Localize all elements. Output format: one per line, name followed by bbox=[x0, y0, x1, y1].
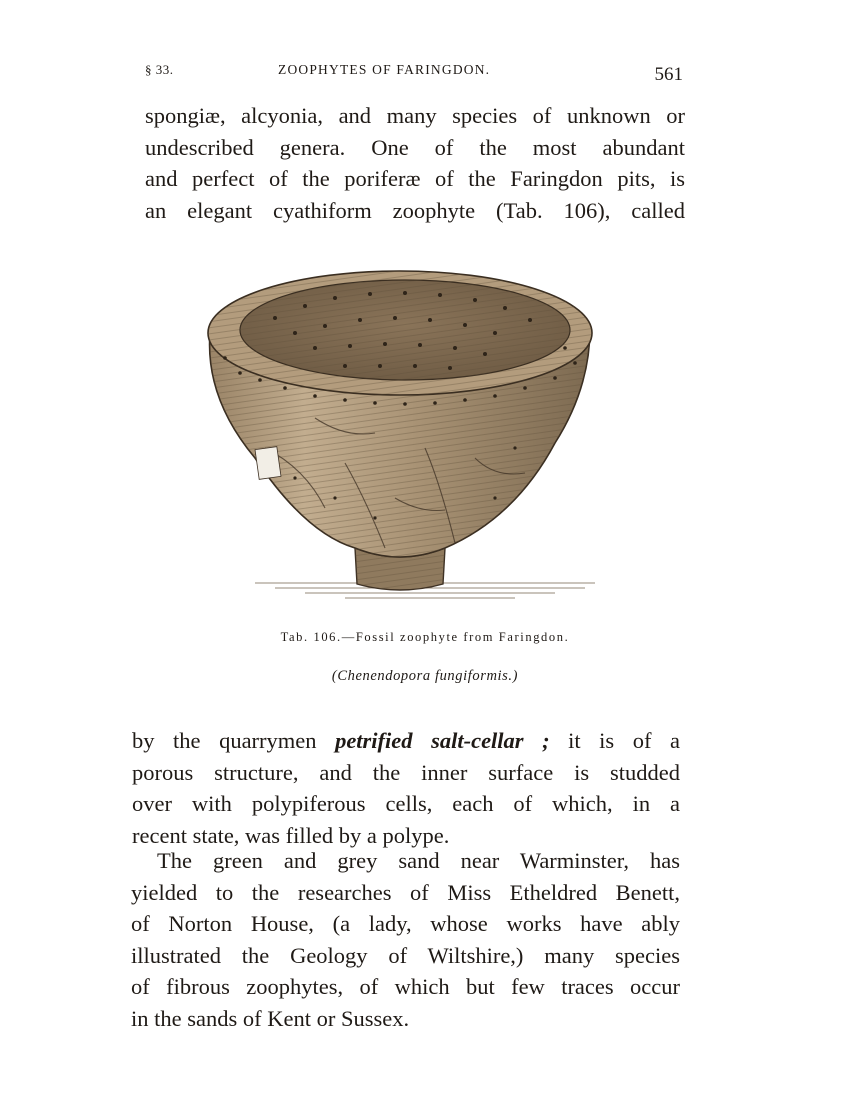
text-line: an elegant cyathiform zoophyte (Tab. 106), called bbox=[145, 197, 685, 223]
paragraph-description bbox=[132, 725, 680, 851]
running-title: ZOOPHYTES OF FARINGDON. bbox=[278, 62, 491, 77]
text-line: of fibrous zoophytes, of which but few traces occur bbox=[131, 974, 680, 999]
text-line: and perfect of the poriferæ of the Faringdon pits, is bbox=[145, 166, 685, 191]
fossil-zoophyte-illustration bbox=[195, 248, 605, 608]
page-number: 561 bbox=[654, 64, 683, 85]
text-line: of Norton House, (a lady, whose works have ably bbox=[131, 911, 680, 936]
text-line: undescribed genera. One of the most abundant bbox=[145, 134, 685, 160]
running-header bbox=[145, 58, 685, 88]
text-line: recent state, was filled by a polype. bbox=[132, 822, 450, 848]
text-line: The green and grey sand near Warminster, has bbox=[157, 848, 680, 873]
paragraph-intro bbox=[145, 100, 685, 226]
figure-caption: Tab. 106.—Fossil zoophyte from Faringdon. bbox=[280, 630, 570, 644]
text-line: over with polypiferous cells, each of which, in a bbox=[132, 791, 680, 816]
paragraph-warminster bbox=[131, 845, 680, 1034]
figure-species-name: (Chenendopora fungiformis.) bbox=[331, 668, 519, 684]
text-line: yielded to the researches of Miss Etheldred Benett, bbox=[131, 879, 680, 905]
section-number: § 33. bbox=[145, 62, 174, 77]
text-line: illustrated the Geology of Wiltshire,) many species bbox=[131, 942, 680, 968]
text-line: spongiæ, alcyonia, and many species of unknown or bbox=[145, 103, 685, 128]
text-fragment: by the quarrymen bbox=[132, 728, 336, 753]
text-line bbox=[132, 725, 680, 757]
text-line: porous structure, and the inner surface is studded bbox=[132, 759, 680, 785]
emphasis-term: petrified salt-cellar ; bbox=[335, 728, 550, 753]
text-fragment: it is of a bbox=[549, 728, 680, 753]
text-line: in the sands of Kent or Sussex. bbox=[131, 1005, 410, 1031]
